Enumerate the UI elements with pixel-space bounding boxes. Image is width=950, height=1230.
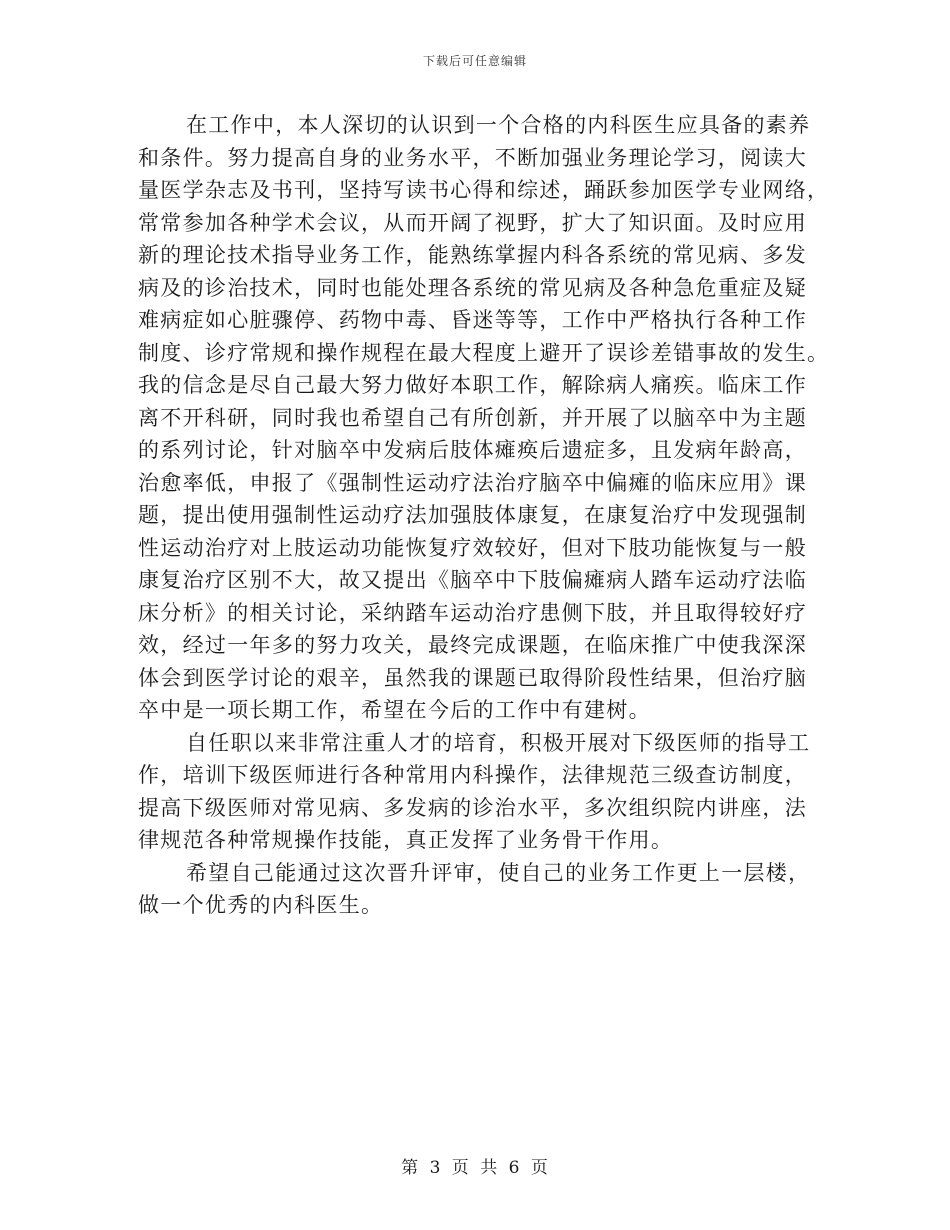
text-line: 自任职以来非常注重人才的培育，积极开展对下级医师的指导工 bbox=[186, 730, 811, 755]
text-line: 离不开科研，同时我也希望自己有所创新，并开展了以脑卒中为主题 bbox=[138, 405, 807, 430]
paragraph-mentoring bbox=[138, 727, 810, 857]
text-line: 体会到医学讨论的艰辛，虽然我的课题已取得阶段性结果，但治疗脑 bbox=[138, 665, 807, 690]
text-line: 作，培训下级医师进行各种常用内科操作，法律规范三级查访制度， bbox=[138, 763, 807, 787]
text-line: 卒中是一项长期工作，希望在今后的工作中有建树。 bbox=[138, 698, 651, 722]
text-line: 制度、诊疗常规和操作规程在最大程度上避开了误诊差错事故的发生。 bbox=[138, 340, 830, 365]
text-line: 题，提出使用强制性运动疗法加强肢体康复，在康复治疗中发现强制 bbox=[138, 503, 807, 527]
text-line: 床分析》的相关讨论，采纳踏车运动治疗患侧下肢，并且取得较好疗 bbox=[138, 600, 807, 625]
text-line: 治愈率低，申报了《强制性运动疗法治疗脑卒中偏瘫的临床应用》课 bbox=[138, 470, 807, 495]
text-line: 难病症如心脏骤停、药物中毒、昏迷等等，工作中严格执行各种工作 bbox=[138, 308, 807, 332]
text-line: 量医学杂志及书刊，坚持写读书心得和综述，踊跃参加医学专业网络， bbox=[138, 178, 830, 202]
text-line: 康复治疗区别不大，故又提出《脑卒中下肢偏瘫病人踏车运动疗法临 bbox=[138, 568, 807, 592]
page-header: 下载后可任意编辑 bbox=[422, 54, 527, 68]
text-line: 我的信念是尽自己最大努力做好本职工作，解除病人痛疾。临床工作 bbox=[138, 373, 807, 397]
paragraph-work-experience bbox=[138, 109, 830, 727]
document-body bbox=[138, 109, 830, 922]
text-line: 新的理论技术指导业务工作，能熟练掌握内科各系统的常见病、多发 bbox=[138, 243, 807, 267]
text-line: 提高下级医师对常见病、多发病的诊治水平，多次组织院内讲座，法 bbox=[138, 795, 807, 820]
text-line: 效，经过一年多的努力攻关，最终完成课题，在临床推广中使我深深 bbox=[138, 633, 807, 657]
text-line: 和条件。努力提高自身的业务水平，不断加强业务理论学习，阅读大 bbox=[138, 145, 807, 170]
text-line: 希望自己能通过这次晋升评审，使自己的业务工作更上一层楼， bbox=[186, 860, 811, 885]
text-line: 性运动治疗对上肢运动功能恢复疗效较好，但对下肢功能恢复与一般 bbox=[138, 535, 807, 560]
text-line: 在工作中，本人深切的认识到一个合格的内科医生应具备的素养 bbox=[186, 113, 811, 137]
text-line: 的系列讨论，针对脑卒中发病后肢体瘫痪后遗症多，且发病年龄高， bbox=[138, 438, 807, 462]
page-number-footer: 第 3 页 共 6 页 bbox=[401, 1158, 549, 1178]
text-line: 常常参加各种学术会议，从而开阔了视野，扩大了知识面。及时应用 bbox=[138, 210, 807, 235]
text-line: 病及的诊治技术，同时也能处理各系统的常见病及各种急危重症及疑 bbox=[138, 275, 807, 300]
text-line: 做一个优秀的内科医生。 bbox=[138, 893, 384, 917]
text-line: 律规范各种常规操作技能，真正发挥了业务骨干作用。 bbox=[138, 828, 674, 852]
paragraph-conclusion bbox=[138, 857, 810, 922]
